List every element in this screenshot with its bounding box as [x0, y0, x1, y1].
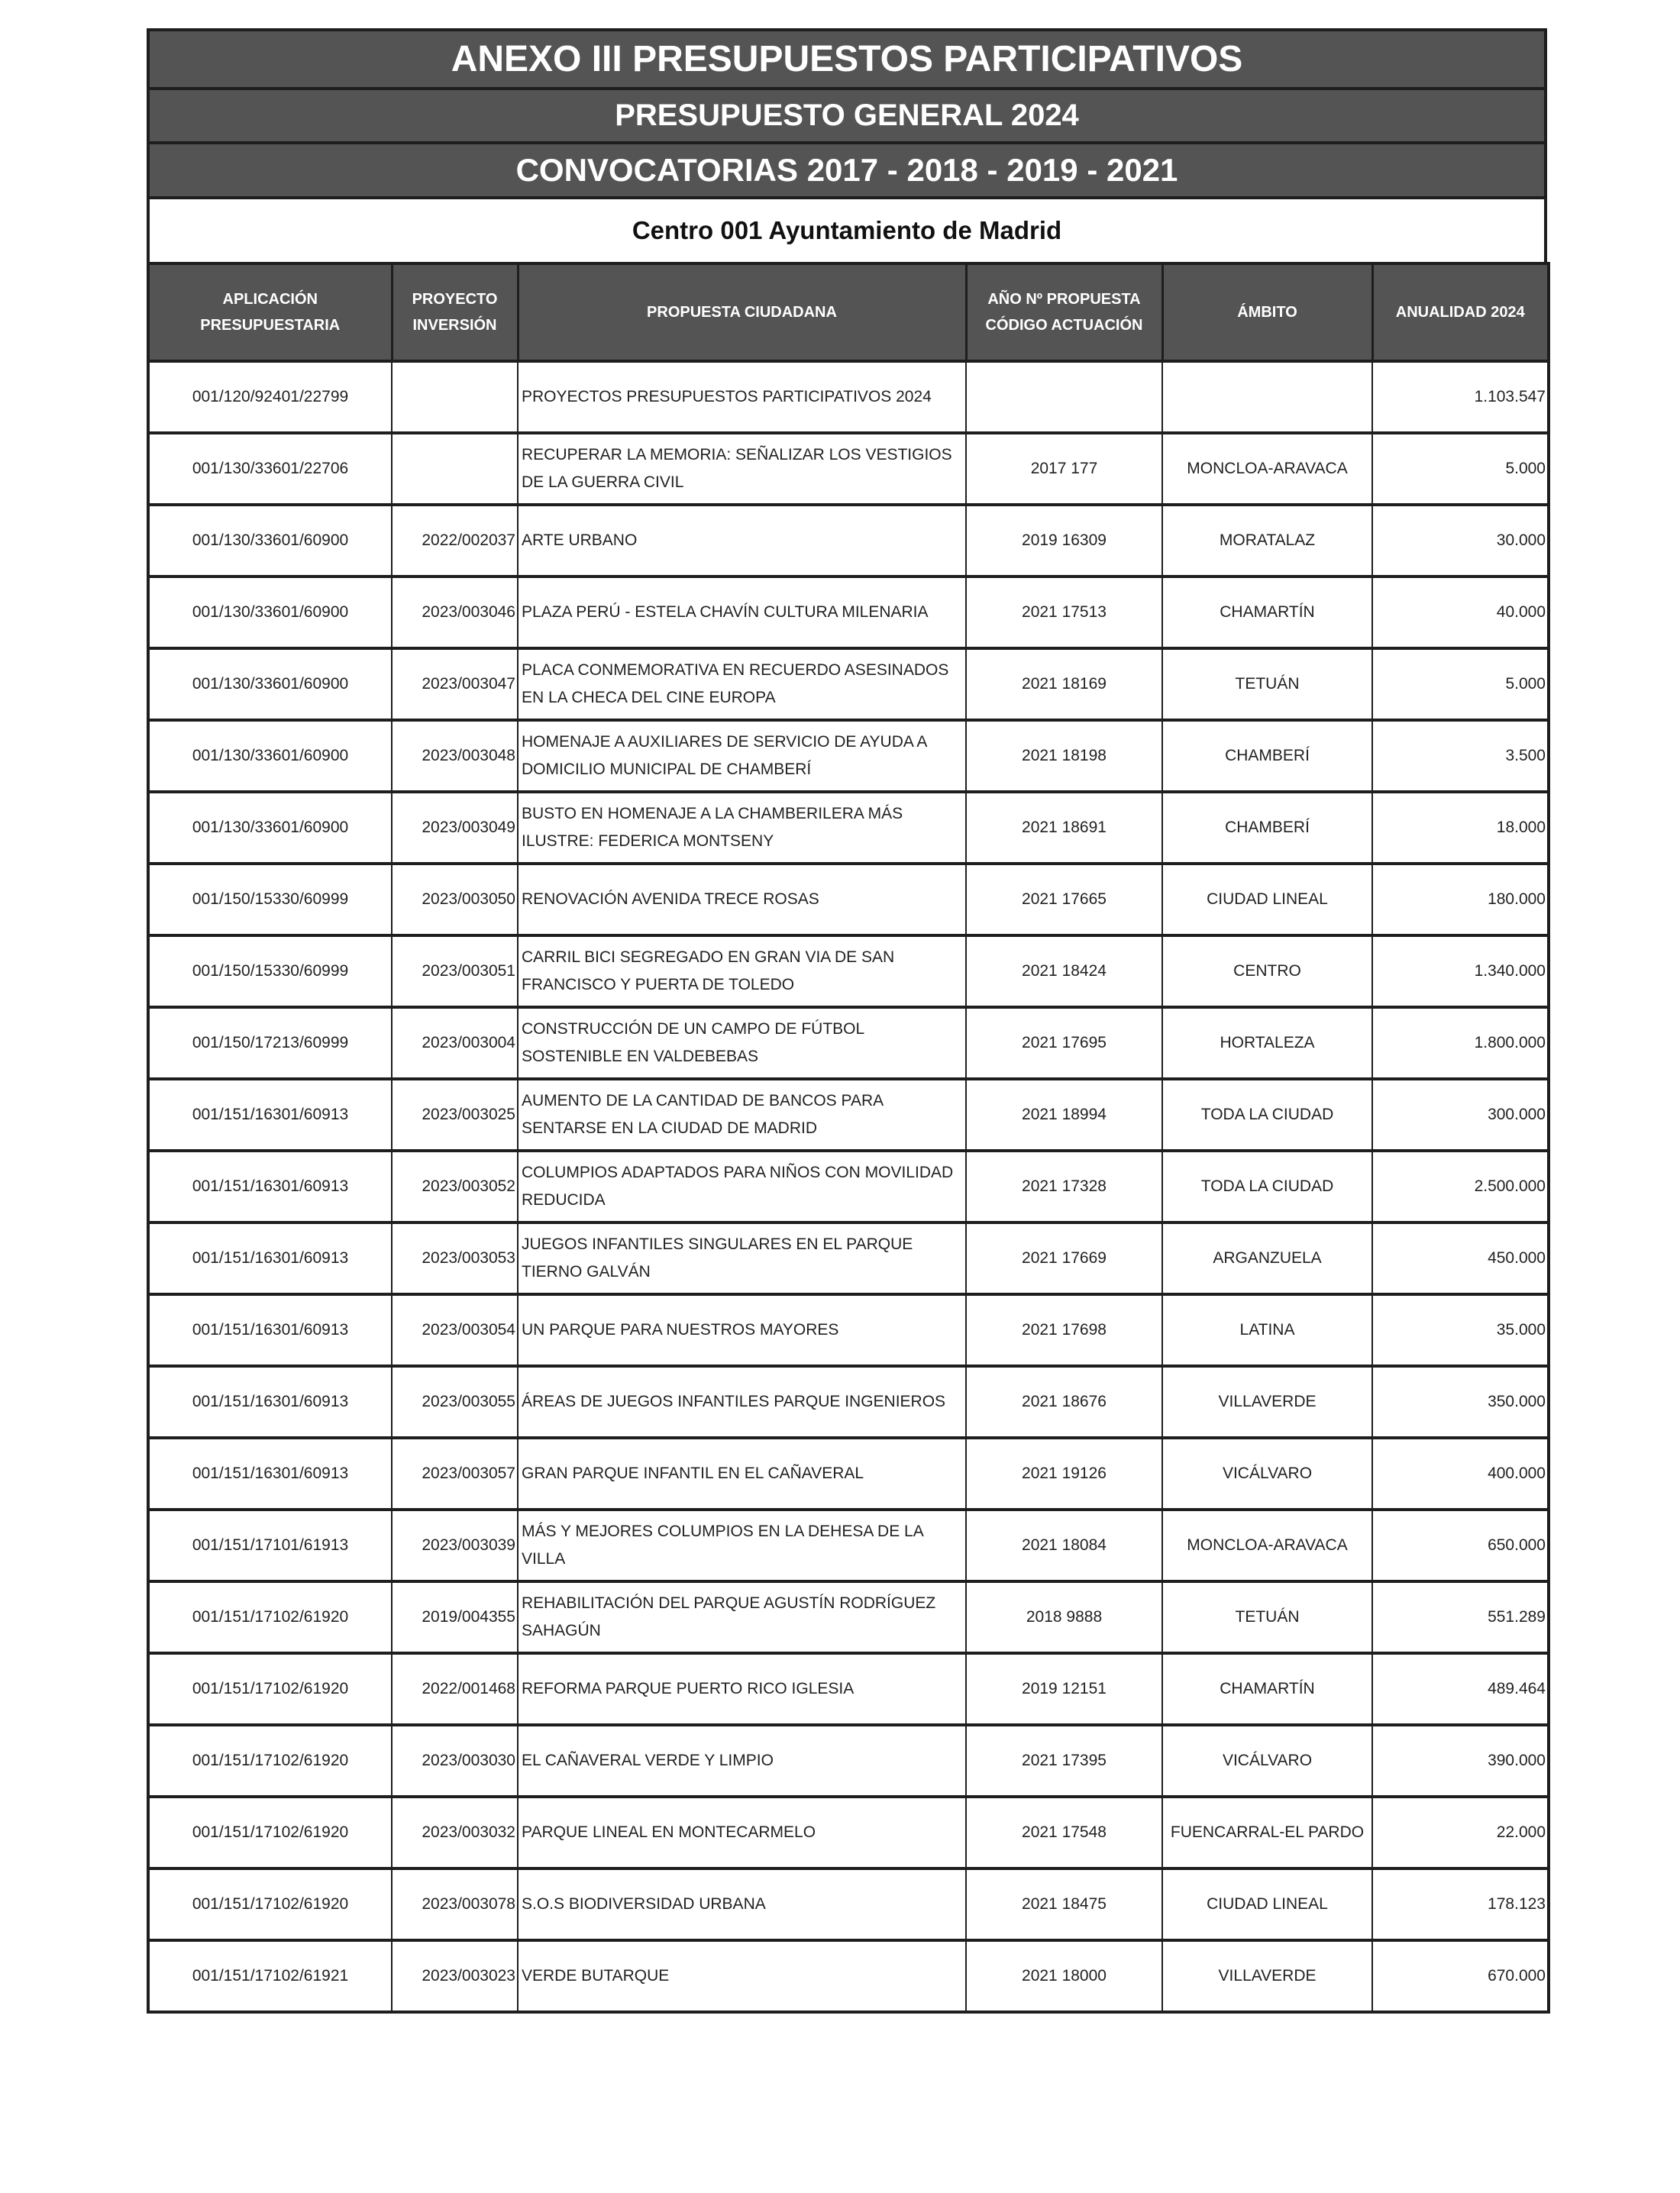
- table-row: [148, 1222, 1549, 1294]
- convocatorias-heading: CONVOCATORIAS 2017 - 2018 - 2019 - 2021: [147, 141, 1547, 196]
- budget-annex-sheet: [147, 28, 1547, 2014]
- cell-propuesta: RECUPERAR LA MEMORIA: SEÑALIZAR LOS VESTIGIOS DE LA GUERRA CIVIL: [518, 433, 966, 505]
- cell-aplicacion: 001/151/17101/61913: [148, 1510, 392, 1581]
- cell-aplicacion: 001/130/33601/60900: [148, 648, 392, 720]
- table-row: [148, 1581, 1549, 1653]
- table-row: [148, 577, 1549, 648]
- cell-proyecto: 2023/003004: [392, 1007, 518, 1079]
- table-row: [148, 1940, 1549, 2012]
- cell-aplicacion: 001/130/33601/60900: [148, 577, 392, 648]
- cell-propuesta: GRAN PARQUE INFANTIL EN EL CAÑAVERAL: [518, 1438, 966, 1510]
- table-row: [148, 1868, 1549, 1940]
- cell-aplicacion: 001/151/17102/61920: [148, 1797, 392, 1868]
- cell-codigo: 2019 16309: [966, 505, 1162, 577]
- table-row: [148, 433, 1549, 505]
- column-header-proyecto: PROYECTO INVERSIÓN: [392, 263, 518, 361]
- cell-anualidad: 40.000: [1372, 577, 1549, 648]
- table-row: [148, 361, 1549, 433]
- cell-anualidad: 22.000: [1372, 1797, 1549, 1868]
- table-row: [148, 1079, 1549, 1151]
- cell-proyecto: 2023/003050: [392, 864, 518, 935]
- cell-aplicacion: 001/130/33601/60900: [148, 505, 392, 577]
- table-row: [148, 935, 1549, 1007]
- cell-codigo: 2021 17513: [966, 577, 1162, 648]
- cell-codigo: 2021 17548: [966, 1797, 1162, 1868]
- cell-propuesta: MÁS Y MEJORES COLUMPIOS EN LA DEHESA DE LA VILLA: [518, 1510, 966, 1581]
- cell-codigo: 2021 18000: [966, 1940, 1162, 2012]
- cell-codigo: 2021 17665: [966, 864, 1162, 935]
- cell-anualidad: 300.000: [1372, 1079, 1549, 1151]
- cell-ambito: ARGANZUELA: [1162, 1222, 1372, 1294]
- cell-proyecto: 2019/004355: [392, 1581, 518, 1653]
- cell-anualidad: 2.500.000: [1372, 1151, 1549, 1222]
- cell-codigo: 2021 17695: [966, 1007, 1162, 1079]
- cell-aplicacion: 001/130/33601/60900: [148, 792, 392, 864]
- cell-propuesta: EL CAÑAVERAL VERDE Y LIMPIO: [518, 1725, 966, 1797]
- table-row: [148, 720, 1549, 792]
- cell-aplicacion: 001/151/17102/61920: [148, 1653, 392, 1725]
- cell-propuesta: HOMENAJE A AUXILIARES DE SERVICIO DE AYUDA A DOMICILIO MUNICIPAL DE CHAMBERÍ: [518, 720, 966, 792]
- cell-aplicacion: 001/151/16301/60913: [148, 1079, 392, 1151]
- cell-propuesta: BUSTO EN HOMENAJE A LA CHAMBERILERA MÁS ILUSTRE: FEDERICA MONTSENY: [518, 792, 966, 864]
- cell-proyecto: 2023/003023: [392, 1940, 518, 2012]
- cell-ambito: VILLAVERDE: [1162, 1366, 1372, 1438]
- cell-proyecto: 2023/003057: [392, 1438, 518, 1510]
- cell-codigo: [966, 361, 1162, 433]
- cell-ambito: VICÁLVARO: [1162, 1725, 1372, 1797]
- cell-anualidad: 180.000: [1372, 864, 1549, 935]
- cell-ambito: TODA LA CIUDAD: [1162, 1079, 1372, 1151]
- table-row: [148, 1007, 1549, 1079]
- cell-propuesta: COLUMPIOS ADAPTADOS PARA NIÑOS CON MOVILIDAD REDUCIDA: [518, 1151, 966, 1222]
- column-header-codigo: AÑO Nº PROPUESTA CÓDIGO ACTUACIÓN: [966, 263, 1162, 361]
- cell-aplicacion: 001/151/17102/61920: [148, 1725, 392, 1797]
- cell-aplicacion: 001/151/17102/61920: [148, 1581, 392, 1653]
- cell-ambito: TETUÁN: [1162, 1581, 1372, 1653]
- table-row: [148, 864, 1549, 935]
- cell-ambito: TODA LA CIUDAD: [1162, 1151, 1372, 1222]
- cell-codigo: 2021 18676: [966, 1366, 1162, 1438]
- cell-anualidad: 489.464: [1372, 1653, 1549, 1725]
- cell-proyecto: [392, 361, 518, 433]
- cell-ambito: CENTRO: [1162, 935, 1372, 1007]
- table-row: [148, 1366, 1549, 1438]
- cell-aplicacion: 001/151/16301/60913: [148, 1366, 392, 1438]
- cell-ambito: CHAMARTÍN: [1162, 577, 1372, 648]
- column-header-aplicacion: APLICACIÓN PRESUPUESTARIA: [148, 263, 392, 361]
- cell-proyecto: 2023/003025: [392, 1079, 518, 1151]
- cell-codigo: 2021 18084: [966, 1510, 1162, 1581]
- table-row: [148, 1151, 1549, 1222]
- cell-codigo: 2019 12151: [966, 1653, 1162, 1725]
- cell-anualidad: 30.000: [1372, 505, 1549, 577]
- cell-proyecto: 2023/003053: [392, 1222, 518, 1294]
- cell-anualidad: 1.103.547: [1372, 361, 1549, 433]
- table-row: [148, 505, 1549, 577]
- cell-anualidad: 650.000: [1372, 1510, 1549, 1581]
- cell-proyecto: 2023/003054: [392, 1294, 518, 1366]
- cell-codigo: 2021 17328: [966, 1151, 1162, 1222]
- cell-proyecto: 2023/003051: [392, 935, 518, 1007]
- cell-ambito: VICÁLVARO: [1162, 1438, 1372, 1510]
- cell-anualidad: 178.123: [1372, 1868, 1549, 1940]
- cell-proyecto: 2023/003052: [392, 1151, 518, 1222]
- cell-propuesta: ARTE URBANO: [518, 505, 966, 577]
- cell-propuesta: RENOVACIÓN AVENIDA TRECE ROSAS: [518, 864, 966, 935]
- cell-aplicacion: 001/150/15330/60999: [148, 935, 392, 1007]
- column-header-anualidad: ANUALIDAD 2024: [1372, 263, 1549, 361]
- cell-aplicacion: 001/151/17102/61921: [148, 1940, 392, 2012]
- cell-aplicacion: 001/130/33601/22706: [148, 433, 392, 505]
- cell-codigo: 2021 18691: [966, 792, 1162, 864]
- cell-aplicacion: 001/130/33601/60900: [148, 720, 392, 792]
- cell-proyecto: 2023/003055: [392, 1366, 518, 1438]
- cell-aplicacion: 001/150/15330/60999: [148, 864, 392, 935]
- cell-anualidad: 5.000: [1372, 433, 1549, 505]
- cell-propuesta: REFORMA PARQUE PUERTO RICO IGLESIA: [518, 1653, 966, 1725]
- center-heading: Centro 001 Ayuntamiento de Madrid: [147, 196, 1547, 262]
- cell-aplicacion: 001/151/16301/60913: [148, 1222, 392, 1294]
- cell-propuesta: CARRIL BICI SEGREGADO EN GRAN VIA DE SAN FRANCISCO Y PUERTA DE TOLEDO: [518, 935, 966, 1007]
- cell-propuesta: PROYECTOS PRESUPUESTOS PARTICIPATIVOS 2024: [518, 361, 966, 433]
- cell-codigo: 2021 17669: [966, 1222, 1162, 1294]
- cell-propuesta: S.O.S BIODIVERSIDAD URBANA: [518, 1868, 966, 1940]
- cell-proyecto: 2022/001468: [392, 1653, 518, 1725]
- cell-proyecto: 2023/003032: [392, 1797, 518, 1868]
- cell-anualidad: 400.000: [1372, 1438, 1549, 1510]
- cell-ambito: LATINA: [1162, 1294, 1372, 1366]
- cell-proyecto: 2023/003030: [392, 1725, 518, 1797]
- cell-anualidad: 450.000: [1372, 1222, 1549, 1294]
- cell-codigo: 2021 19126: [966, 1438, 1162, 1510]
- cell-ambito: VILLAVERDE: [1162, 1940, 1372, 2012]
- cell-codigo: 2021 17395: [966, 1725, 1162, 1797]
- cell-propuesta: PLACA CONMEMORATIVA EN RECUERDO ASESINADOS EN LA CHECA DEL CINE EUROPA: [518, 648, 966, 720]
- cell-proyecto: 2023/003046: [392, 577, 518, 648]
- cell-ambito: CHAMBERÍ: [1162, 792, 1372, 864]
- cell-anualidad: 18.000: [1372, 792, 1549, 864]
- cell-aplicacion: 001/120/92401/22799: [148, 361, 392, 433]
- cell-codigo: 2021 18169: [966, 648, 1162, 720]
- cell-propuesta: AUMENTO DE LA CANTIDAD DE BANCOS PARA SENTARSE EN LA CIUDAD DE MADRID: [518, 1079, 966, 1151]
- cell-proyecto: 2023/003049: [392, 792, 518, 864]
- cell-ambito: CIUDAD LINEAL: [1162, 1868, 1372, 1940]
- cell-ambito: CHAMBERÍ: [1162, 720, 1372, 792]
- cell-propuesta: REHABILITACIÓN DEL PARQUE AGUSTÍN RODRÍGUEZ SAHAGÚN: [518, 1581, 966, 1653]
- cell-anualidad: 670.000: [1372, 1940, 1549, 2012]
- cell-anualidad: 35.000: [1372, 1294, 1549, 1366]
- table-row: [148, 1653, 1549, 1725]
- cell-proyecto: 2023/003047: [392, 648, 518, 720]
- cell-propuesta: CONSTRUCCIÓN DE UN CAMPO DE FÚTBOL SOSTENIBLE EN VALDEBEBAS: [518, 1007, 966, 1079]
- cell-propuesta: UN PARQUE PARA NUESTROS MAYORES: [518, 1294, 966, 1366]
- cell-ambito: [1162, 361, 1372, 433]
- cell-ambito: HORTALEZA: [1162, 1007, 1372, 1079]
- document-title: ANEXO III PRESUPUESTOS PARTICIPATIVOS: [147, 28, 1547, 87]
- cell-anualidad: 1.340.000: [1372, 935, 1549, 1007]
- cell-codigo: 2021 18475: [966, 1868, 1162, 1940]
- cell-anualidad: 390.000: [1372, 1725, 1549, 1797]
- cell-codigo: 2018 9888: [966, 1581, 1162, 1653]
- cell-ambito: MONCLOA-ARAVACA: [1162, 433, 1372, 505]
- cell-ambito: MONCLOA-ARAVACA: [1162, 1510, 1372, 1581]
- cell-aplicacion: 001/151/17102/61920: [148, 1868, 392, 1940]
- table-row: [148, 1438, 1549, 1510]
- cell-aplicacion: 001/151/16301/60913: [148, 1294, 392, 1366]
- cell-aplicacion: 001/151/16301/60913: [148, 1151, 392, 1222]
- table-row: [148, 1510, 1549, 1581]
- budget-table: [147, 262, 1550, 2014]
- table-row: [148, 1725, 1549, 1797]
- cell-ambito: CHAMARTÍN: [1162, 1653, 1372, 1725]
- table-header-row: [148, 263, 1549, 361]
- cell-proyecto: 2022/002037: [392, 505, 518, 577]
- table-row: [148, 1294, 1549, 1366]
- table-row: [148, 648, 1549, 720]
- cell-propuesta: PARQUE LINEAL EN MONTECARMELO: [518, 1797, 966, 1868]
- table-row: [148, 1797, 1549, 1868]
- cell-ambito: CIUDAD LINEAL: [1162, 864, 1372, 935]
- cell-aplicacion: 001/150/17213/60999: [148, 1007, 392, 1079]
- cell-codigo: 2021 18994: [966, 1079, 1162, 1151]
- cell-anualidad: 350.000: [1372, 1366, 1549, 1438]
- cell-ambito: FUENCARRAL-EL PARDO: [1162, 1797, 1372, 1868]
- cell-anualidad: 5.000: [1372, 648, 1549, 720]
- cell-propuesta: VERDE BUTARQUE: [518, 1940, 966, 2012]
- cell-proyecto: [392, 433, 518, 505]
- cell-codigo: 2021 18424: [966, 935, 1162, 1007]
- cell-anualidad: 1.800.000: [1372, 1007, 1549, 1079]
- cell-proyecto: 2023/003039: [392, 1510, 518, 1581]
- cell-aplicacion: 001/151/16301/60913: [148, 1438, 392, 1510]
- cell-proyecto: 2023/003048: [392, 720, 518, 792]
- table-row: [148, 792, 1549, 864]
- column-header-ambito: ÁMBITO: [1162, 263, 1372, 361]
- cell-proyecto: 2023/003078: [392, 1868, 518, 1940]
- cell-ambito: TETUÁN: [1162, 648, 1372, 720]
- cell-anualidad: 551.289: [1372, 1581, 1549, 1653]
- cell-propuesta: JUEGOS INFANTILES SINGULARES EN EL PARQUE TIERNO GALVÁN: [518, 1222, 966, 1294]
- document-subtitle: PRESUPUESTO GENERAL 2024: [147, 87, 1547, 141]
- cell-propuesta: ÁREAS DE JUEGOS INFANTILES PARQUE INGENIEROS: [518, 1366, 966, 1438]
- cell-codigo: 2021 17698: [966, 1294, 1162, 1366]
- column-header-propuesta: PROPUESTA CIUDADANA: [518, 263, 966, 361]
- cell-codigo: 2017 177: [966, 433, 1162, 505]
- cell-anualidad: 3.500: [1372, 720, 1549, 792]
- cell-propuesta: PLAZA PERÚ - ESTELA CHAVÍN CULTURA MILENARIA: [518, 577, 966, 648]
- cell-ambito: MORATALAZ: [1162, 505, 1372, 577]
- cell-codigo: 2021 18198: [966, 720, 1162, 792]
